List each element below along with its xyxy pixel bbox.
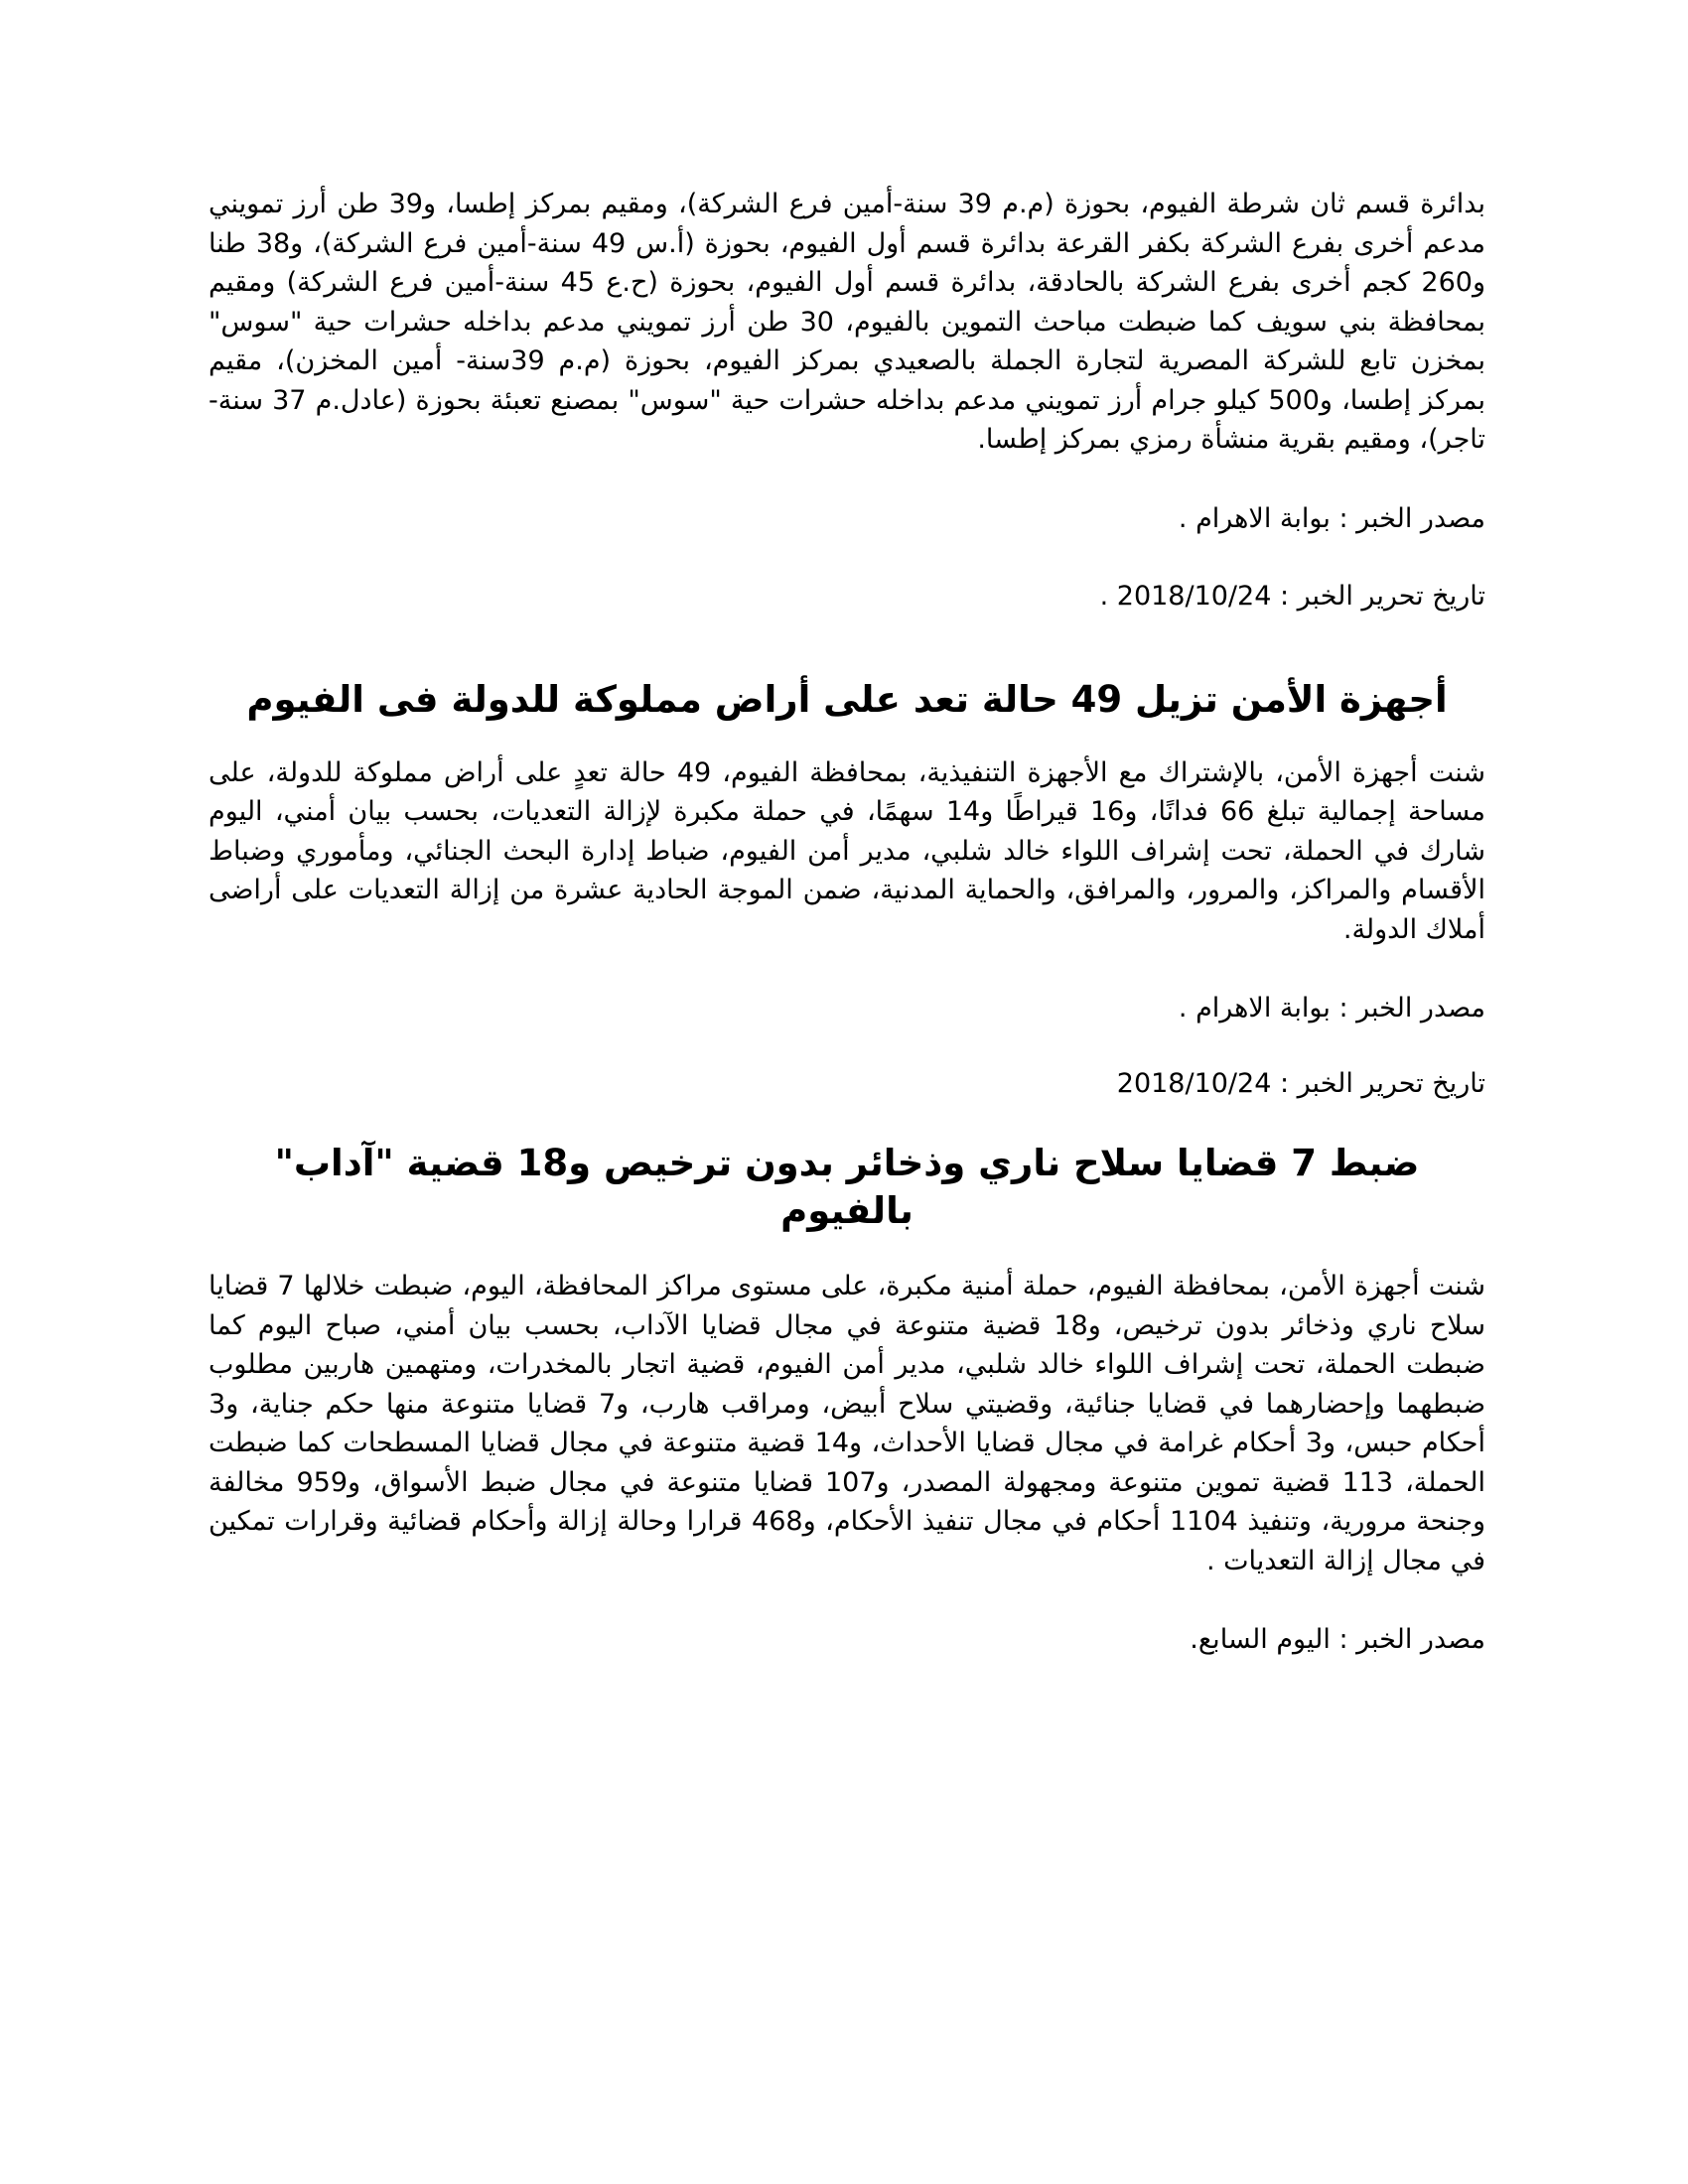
document-page	[209, 185, 1485, 1658]
news-date: تاريخ تحرير الخبر : 2018/10/24	[1116, 1068, 1485, 1099]
article-body: شنت أجهزة الأمن، بمحافظة الفيوم، حملة أمنية مكبرة، على مستوى مراكز المحافظة، اليوم، ضبطت خلالها 7 قضايا سلاح ناري وذخائر بدون ترخيص، و18 قضية متنوعة في مجال قضايا الآداب، بحسب بيان أمني، صباح اليوم كما ضبطت الحملة، تحت إشراف اللواء خالد شلبي، مدير أمن الفيوم، قضية اتجار بالمخدرات، ومتهمين هاربين مطلوب ضبطهما وإحضارهما في قضايا جنائية، وقضيتي سلاح أبيض، ومراقب هارب، و7 قضايا متنوعة منها حكم جناية، و3 أحكام حبس، و3 أحكام غرامة في مجال قضايا الأحداث، و14 قضية متنوعة في مجال قضايا المسطحات كما ضبطت الحملة، 113 قضية تموين متنوعة ومجهولة المصدر، و107 قضايا متنوعة في مجال ضبط الأسواق، و959 مخالفة وجنحة مرورية، وتنفيذ 1104 أحكام في مجال تنفيذ الأحكام، و468 قرارا وحالة إزالة وأحكام قضائية وقرارات تمكين في مجال إزالة التعديات .	[209, 1271, 1486, 1576]
news-source: مصدر الخبر : بوابة الاهرام .	[1178, 502, 1485, 534]
news-source: مصدر الخبر : اليوم السابع.	[1190, 1624, 1485, 1655]
article-body: شنت أجهزة الأمن، بالإشتراك مع الأجهزة التنفيذية، بمحافظة الفيوم، 49 حالة تعدٍ على أراض مملوكة للدولة، على مساحة إجمالية تبلغ 66 فدانًا، و16 قيراطًا و14 سهمًا، في حملة مكبرة لإزالة التعديات، بحسب بيان أمني، اليوم شارك في الحملة، تحت إشراف اللواء خالد شلبي، مدير أمن الفيوم، ضباط إدارة البحث الجنائي، ومأموري وضباط الأقسام والمراكز، والمرور، والمرافق، والحماية المدنية، ضمن الموجة الحادية عشرة من إزالة التعديات على أراضى أملاك الدولة.	[209, 756, 1485, 945]
article-headline: ضبط 7 قضايا سلاح ناري وذخائر بدون ترخيص و18 قضية "آداب" بالفيوم	[274, 1142, 1420, 1232]
news-date: تاريخ تحرير الخبر : 2018/10/24 .	[1099, 580, 1485, 612]
article-headline: أجهزة الأمن تزيل 49 حالة تعد على أراض مملوكة للدولة فى الفيوم	[246, 677, 1448, 721]
news-source: مصدر الخبر : بوابة الاهرام .	[1178, 993, 1485, 1024]
article-body-continued: بدائرة قسم ثان شرطة الفيوم، بحوزة (م.م 39 سنة-أمين فرع الشركة)، ومقيم بمركز إطسا، و39 طن أرز تمويني مدعم أخرى بفرع الشركة بكفر القرعة بدائرة قسم أول الفيوم، بحوزة (أ.س 49 سنة-أمين فرع الشركة)، و38 طنا و260 كجم أخرى بفرع الشركة بالحادقة، بدائرة قسم أول الفيوم، بحوزة (ح.ع 45 سنة-أمين فرع الشركة) ومقيم بمحافظة بني سويف كما ضبطت مباحث التموين بالفيوم، 30 طن أرز تمويني مدعم بداخله حشرات حية "سوس" بمخزن تابع للشركة المصرية لتجارة الجملة بالصعيدي بمركز الفيوم، بحوزة (م.م 39سنة- أمين المخزن)، مقيم بمركز إطسا، و500 كيلو جرام أرز تمويني مدعم بداخله حشرات حية "سوس" بمصنع تعبئة بحوزة (عادل.م 37 سنة-تاجر)، ومقيم بقرية منشأة رمزي بمركز إطسا.	[209, 189, 1485, 455]
